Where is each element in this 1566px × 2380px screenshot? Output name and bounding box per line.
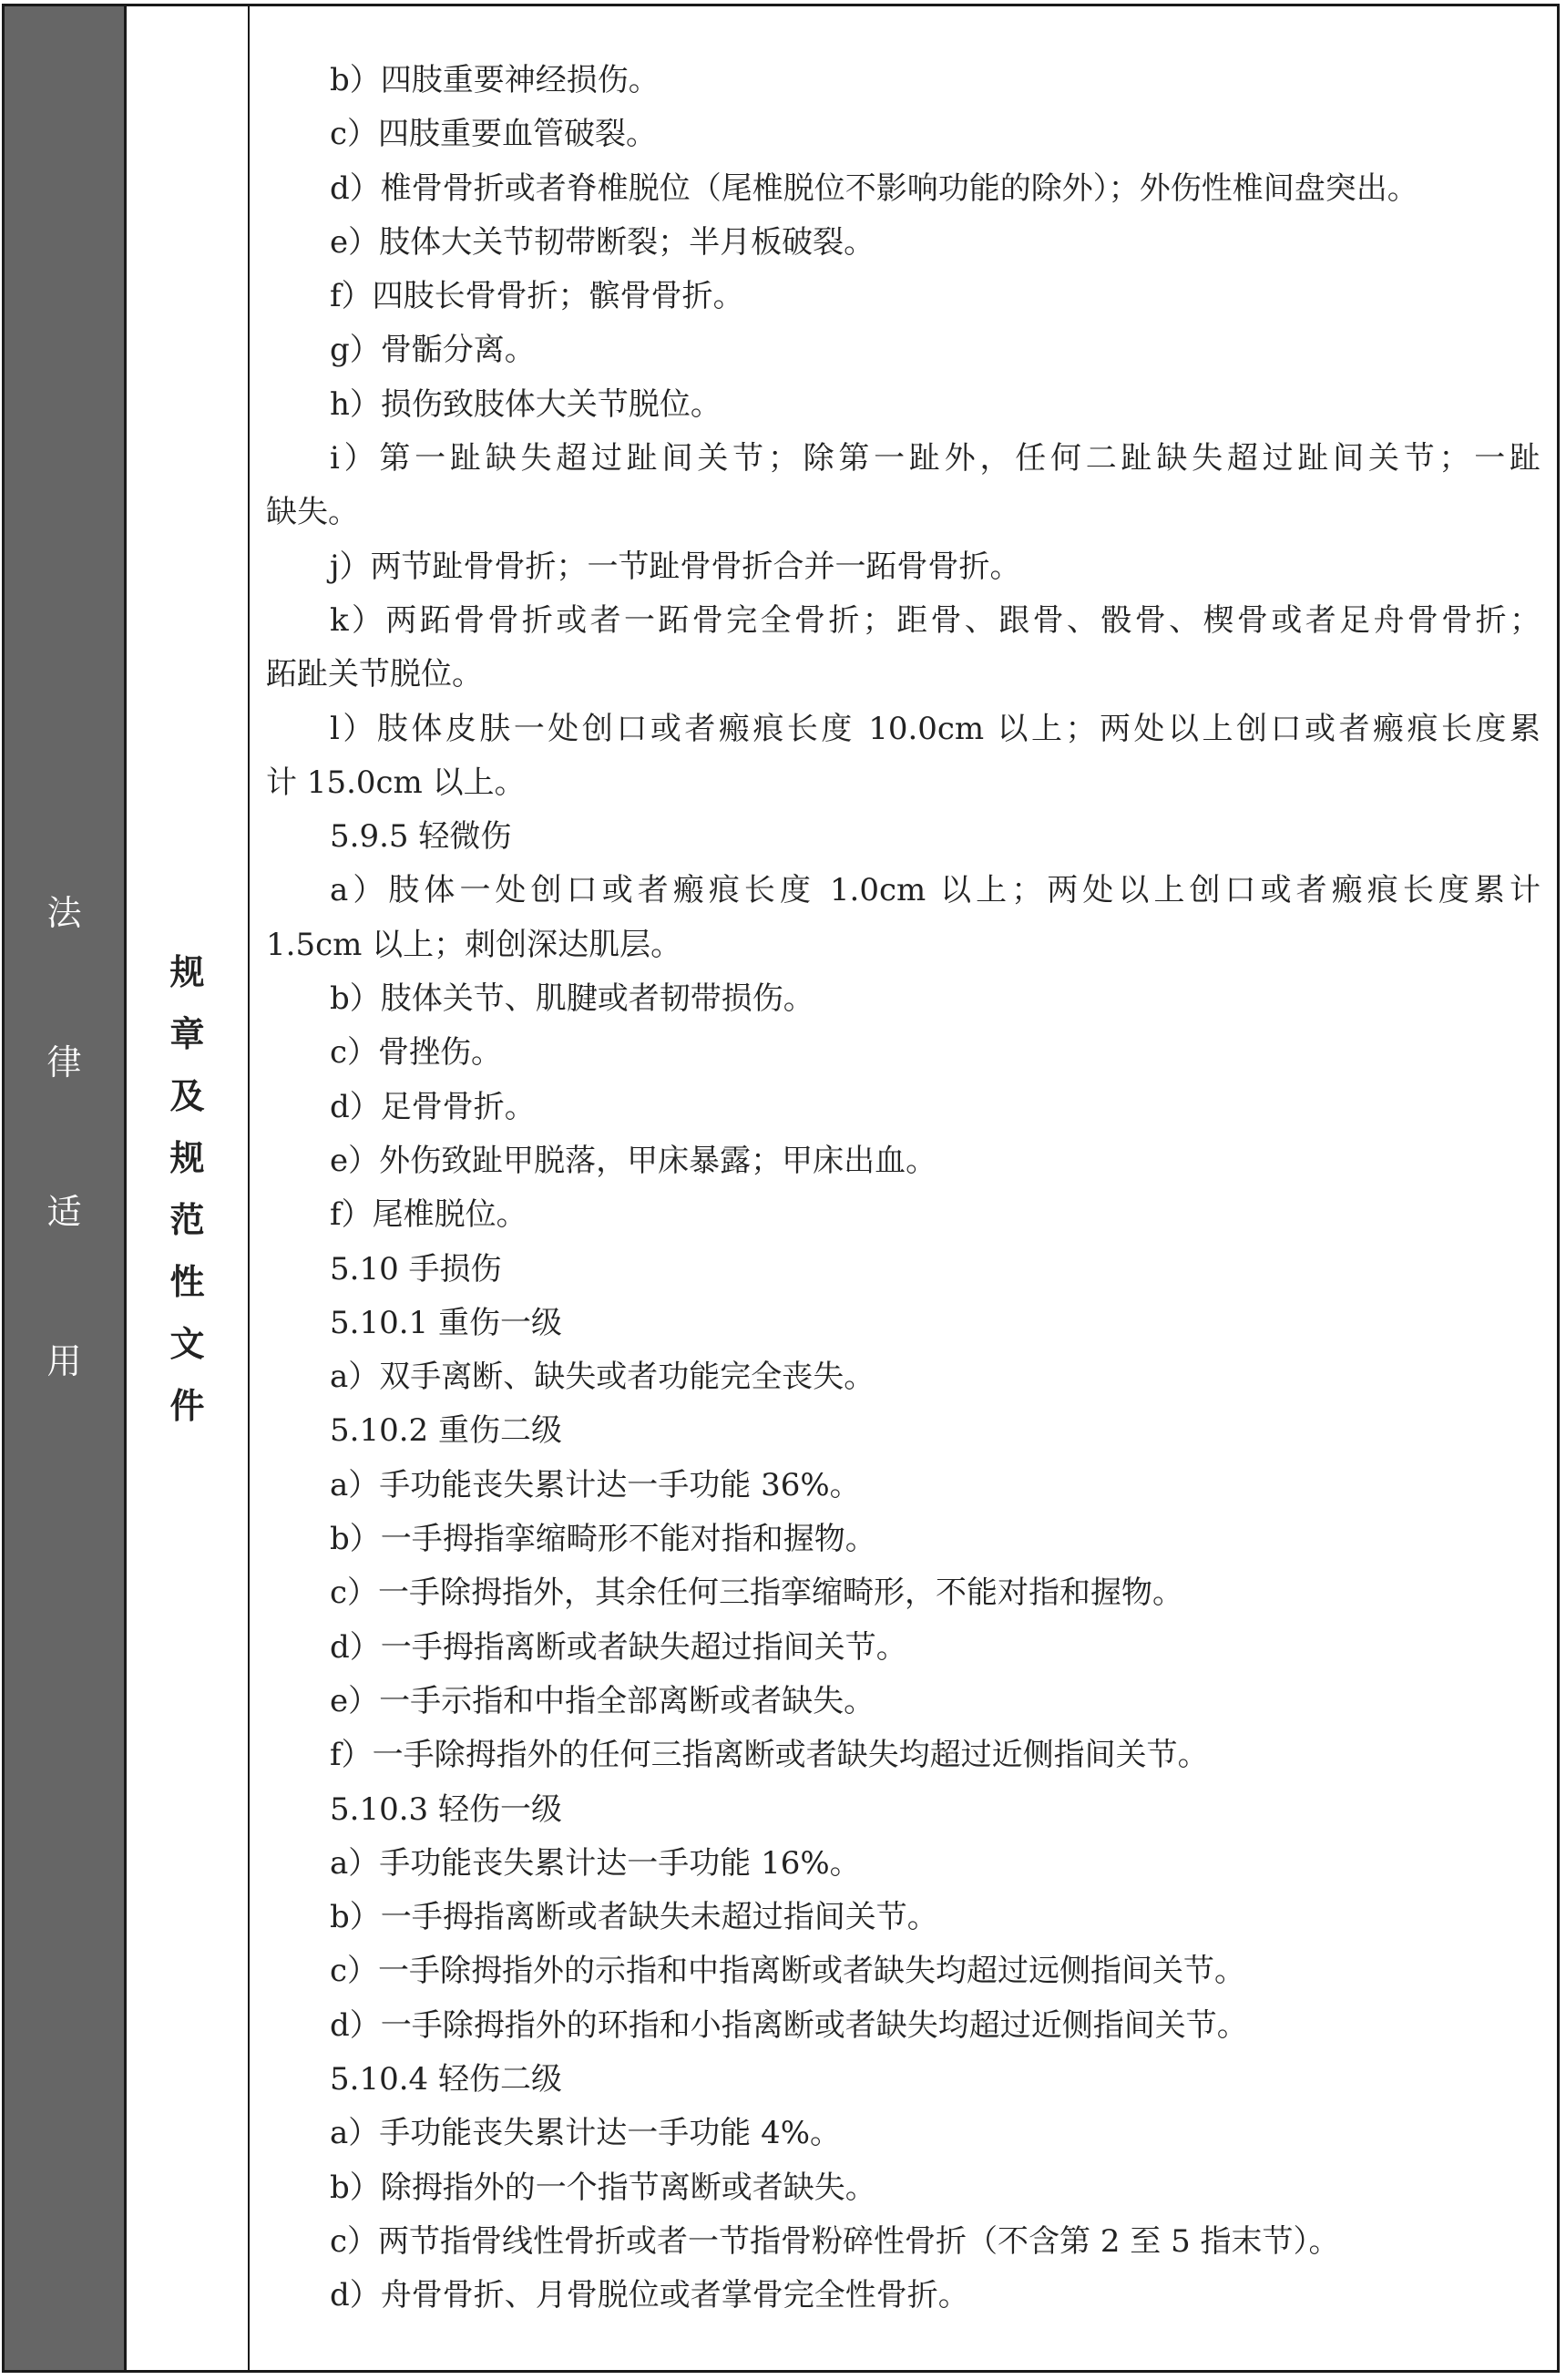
label-char: 件	[169, 1386, 205, 1426]
text-line: d）椎骨骨折或者脊椎脱位（尾椎脱位不影响功能的除外）；外伤性椎间盘突出。	[330, 169, 1418, 207]
document-table	[2, 4, 1560, 2373]
label-char: 规	[169, 952, 205, 992]
label-char: 律	[46, 1042, 82, 1082]
text-line: 1.5cm 以上；刺创深达肌层。	[266, 926, 682, 963]
text-line: e）一手示指和中指全部离断或者缺失。	[330, 1682, 875, 1719]
text-line: f）一手除拇指外的任何三指离断或者缺失均超过近侧指间关节。	[330, 1737, 1209, 1774]
text-line: c）一手除拇指外，其余任何三指挛缩畸形，不能对指和握物。	[330, 1575, 1184, 1612]
label-char: 文	[169, 1324, 205, 1364]
text-line: f）四肢长骨骨折；髌骨骨折。	[330, 278, 744, 315]
content-column	[250, 6, 1557, 2370]
label-char: 章	[169, 1014, 205, 1054]
text-line: j）两节趾骨骨折；一节趾骨骨折合并一跖骨骨折。	[330, 548, 1021, 585]
text-line: 缺失。	[266, 494, 359, 531]
label-char: 及	[169, 1076, 205, 1116]
text-line: a）手功能丧失累计达一手功能 16%。	[330, 1844, 861, 1882]
text-line: d）一手除拇指外的环指和小指离断或者缺失均超过近侧指间关节。	[330, 2006, 1248, 2044]
text-line: k）两跖骨骨折或者一跖骨完全骨折；距骨、跟骨、骰骨、楔骨或者足舟骨骨折；	[330, 601, 1540, 639]
label-char: 范	[169, 1200, 205, 1240]
text-line: c）两节指骨线性骨折或者一节指骨粉碎性骨折（不含第 2 至 5 指末节）。	[330, 2222, 1340, 2260]
text-line: d）舟骨骨折、月骨脱位或者掌骨完全性骨折。	[330, 2277, 969, 2314]
text-line: a）双手离断、缺失或者功能完全丧失。	[330, 1359, 875, 1396]
category-label	[5, 895, 124, 1493]
label-char: 性	[169, 1262, 205, 1302]
label-char: 法	[46, 893, 82, 933]
text-line: d）一手拇指离断或者缺失超过指间关节。	[330, 1628, 907, 1666]
text-line: 5.9.5 轻微伤	[330, 818, 512, 856]
text-line: 5.10.4 轻伤二级	[330, 2060, 562, 2098]
label-char: 适	[46, 1192, 82, 1232]
text-line: e）肢体大关节韧带断裂；半月板破裂。	[330, 223, 875, 261]
text-line: a）手功能丧失累计达一手功能 4%。	[330, 2115, 842, 2152]
label-char: 用	[46, 1341, 82, 1381]
text-line: c）四肢重要血管破裂。	[330, 116, 658, 153]
text-line: 计 15.0cm 以上。	[266, 764, 526, 801]
text-line: b）肢体关节、肌腱或者韧带损伤。	[330, 980, 814, 1018]
text-line: 5.10.1 重伤一级	[330, 1304, 562, 1341]
subcategory-column	[127, 6, 250, 2370]
text-line: 跖趾关节脱位。	[266, 656, 483, 693]
subcategory-label	[127, 954, 248, 1450]
text-line: 5.10.3 轻伤一级	[330, 1790, 562, 1828]
text-line: b）四肢重要神经损伤。	[330, 62, 660, 98]
category-column	[5, 6, 127, 2370]
text-line: a）手功能丧失累计达一手功能 36%。	[330, 1466, 861, 1503]
label-char: 规	[169, 1138, 205, 1178]
text-line: c）一手除拇指外的示指和中指离断或者缺失均超过远侧指间关节。	[330, 1953, 1246, 1990]
text-line: b）除拇指外的一个指节离断或者缺失。	[330, 2169, 876, 2206]
text-line: 5.10 手损伤	[330, 1250, 502, 1287]
text-line: 5.10.2 重伤二级	[330, 1412, 562, 1450]
text-line: a）肢体一处创口或者瘢痕长度 1.0cm 以上；两处以上创口或者瘢痕长度累计	[330, 872, 1540, 909]
text-line: i）第一趾缺失超过趾间关节；除第一趾外，任何二趾缺失超过趾间关节；一趾	[330, 440, 1540, 477]
text-line: b）一手拇指挛缩畸形不能对指和握物。	[330, 1521, 876, 1558]
text-line: l）肢体皮肤一处创口或者瘢痕长度 10.0cm 以上；两处以上创口或者瘢痕长度累	[330, 710, 1540, 747]
text-line: h）损伤致肢体大关节脱位。	[330, 385, 722, 423]
text-line: b）一手拇指离断或者缺失未超过指间关节。	[330, 1899, 938, 1936]
text-line: f）尾椎脱位。	[330, 1196, 527, 1234]
text-line: e）外伤致趾甲脱落，甲床暴露；甲床出血。	[330, 1142, 937, 1179]
text-line: g）骨骺分离。	[330, 332, 536, 369]
text-line: c）骨挫伤。	[330, 1034, 503, 1072]
text-line: d）足骨骨折。	[330, 1088, 536, 1125]
